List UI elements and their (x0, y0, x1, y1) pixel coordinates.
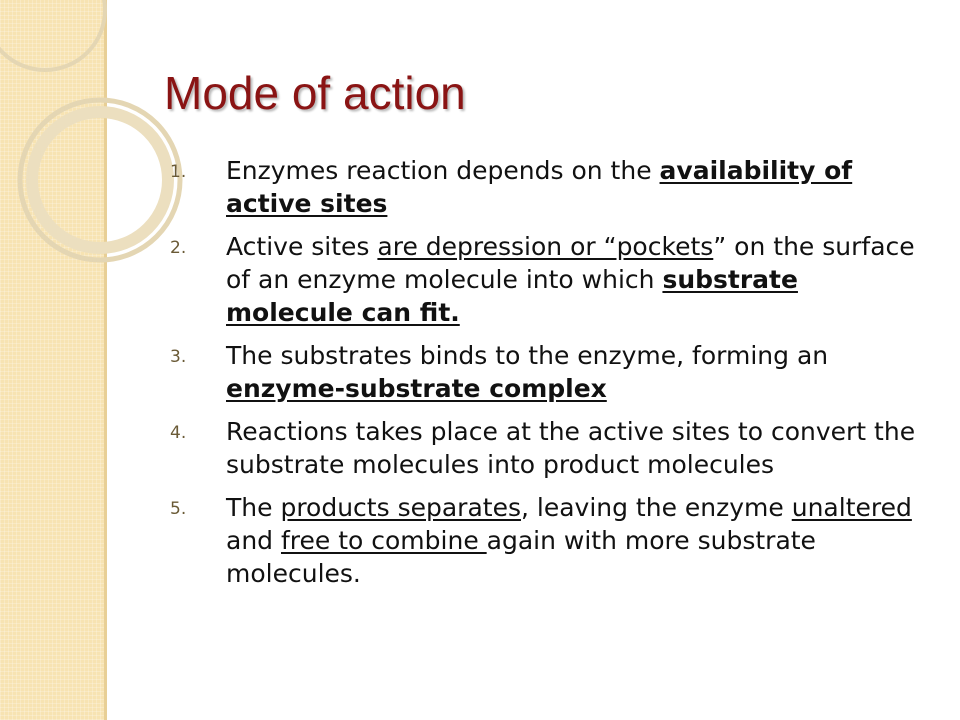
list-item (170, 491, 930, 590)
list-item (170, 230, 930, 329)
item-number: 3. (170, 347, 187, 367)
item-text: Reactions takes place at the active sites to convert the substrate molecules into product molecules (226, 417, 916, 479)
item-text-underlined: products separates (280, 493, 521, 522)
item-text: The substrates binds to the enzyme, forming an (226, 341, 829, 370)
item-text: ” on the surface of an enzyme molecule into which (226, 232, 915, 294)
item-number: 1. (170, 162, 187, 182)
item-text: and (226, 526, 281, 555)
item-text-underlined: free to combine (280, 526, 487, 555)
item-number: 2. (170, 238, 187, 258)
list-item (170, 415, 930, 481)
item-text-emphasis: availability of active sites (226, 156, 853, 218)
item-text: Enzymes reaction depends on the (226, 156, 660, 185)
item-number: 4. (170, 423, 187, 443)
item-number: 5. (170, 499, 187, 519)
item-text-emphasis: enzyme-substrate complex (226, 374, 607, 403)
list-item (170, 154, 930, 220)
item-text-emphasis: substrate molecule can fit. (226, 265, 798, 327)
list-item (170, 339, 930, 405)
item-text-underlined: are depression or “pockets (377, 232, 714, 261)
outer-ring (20, 100, 180, 260)
top-ring (0, 0, 105, 70)
numbered-list (170, 154, 930, 600)
item-text: Active sites (226, 232, 378, 261)
item-text-underlined: unaltered (791, 493, 912, 522)
item-text: again with more substrate molecules. (226, 526, 816, 588)
item-text: The (226, 493, 281, 522)
slide-title: Mode of action (164, 67, 466, 119)
item-text: , leaving the enzyme (520, 493, 792, 522)
inner-ring (32, 112, 168, 248)
